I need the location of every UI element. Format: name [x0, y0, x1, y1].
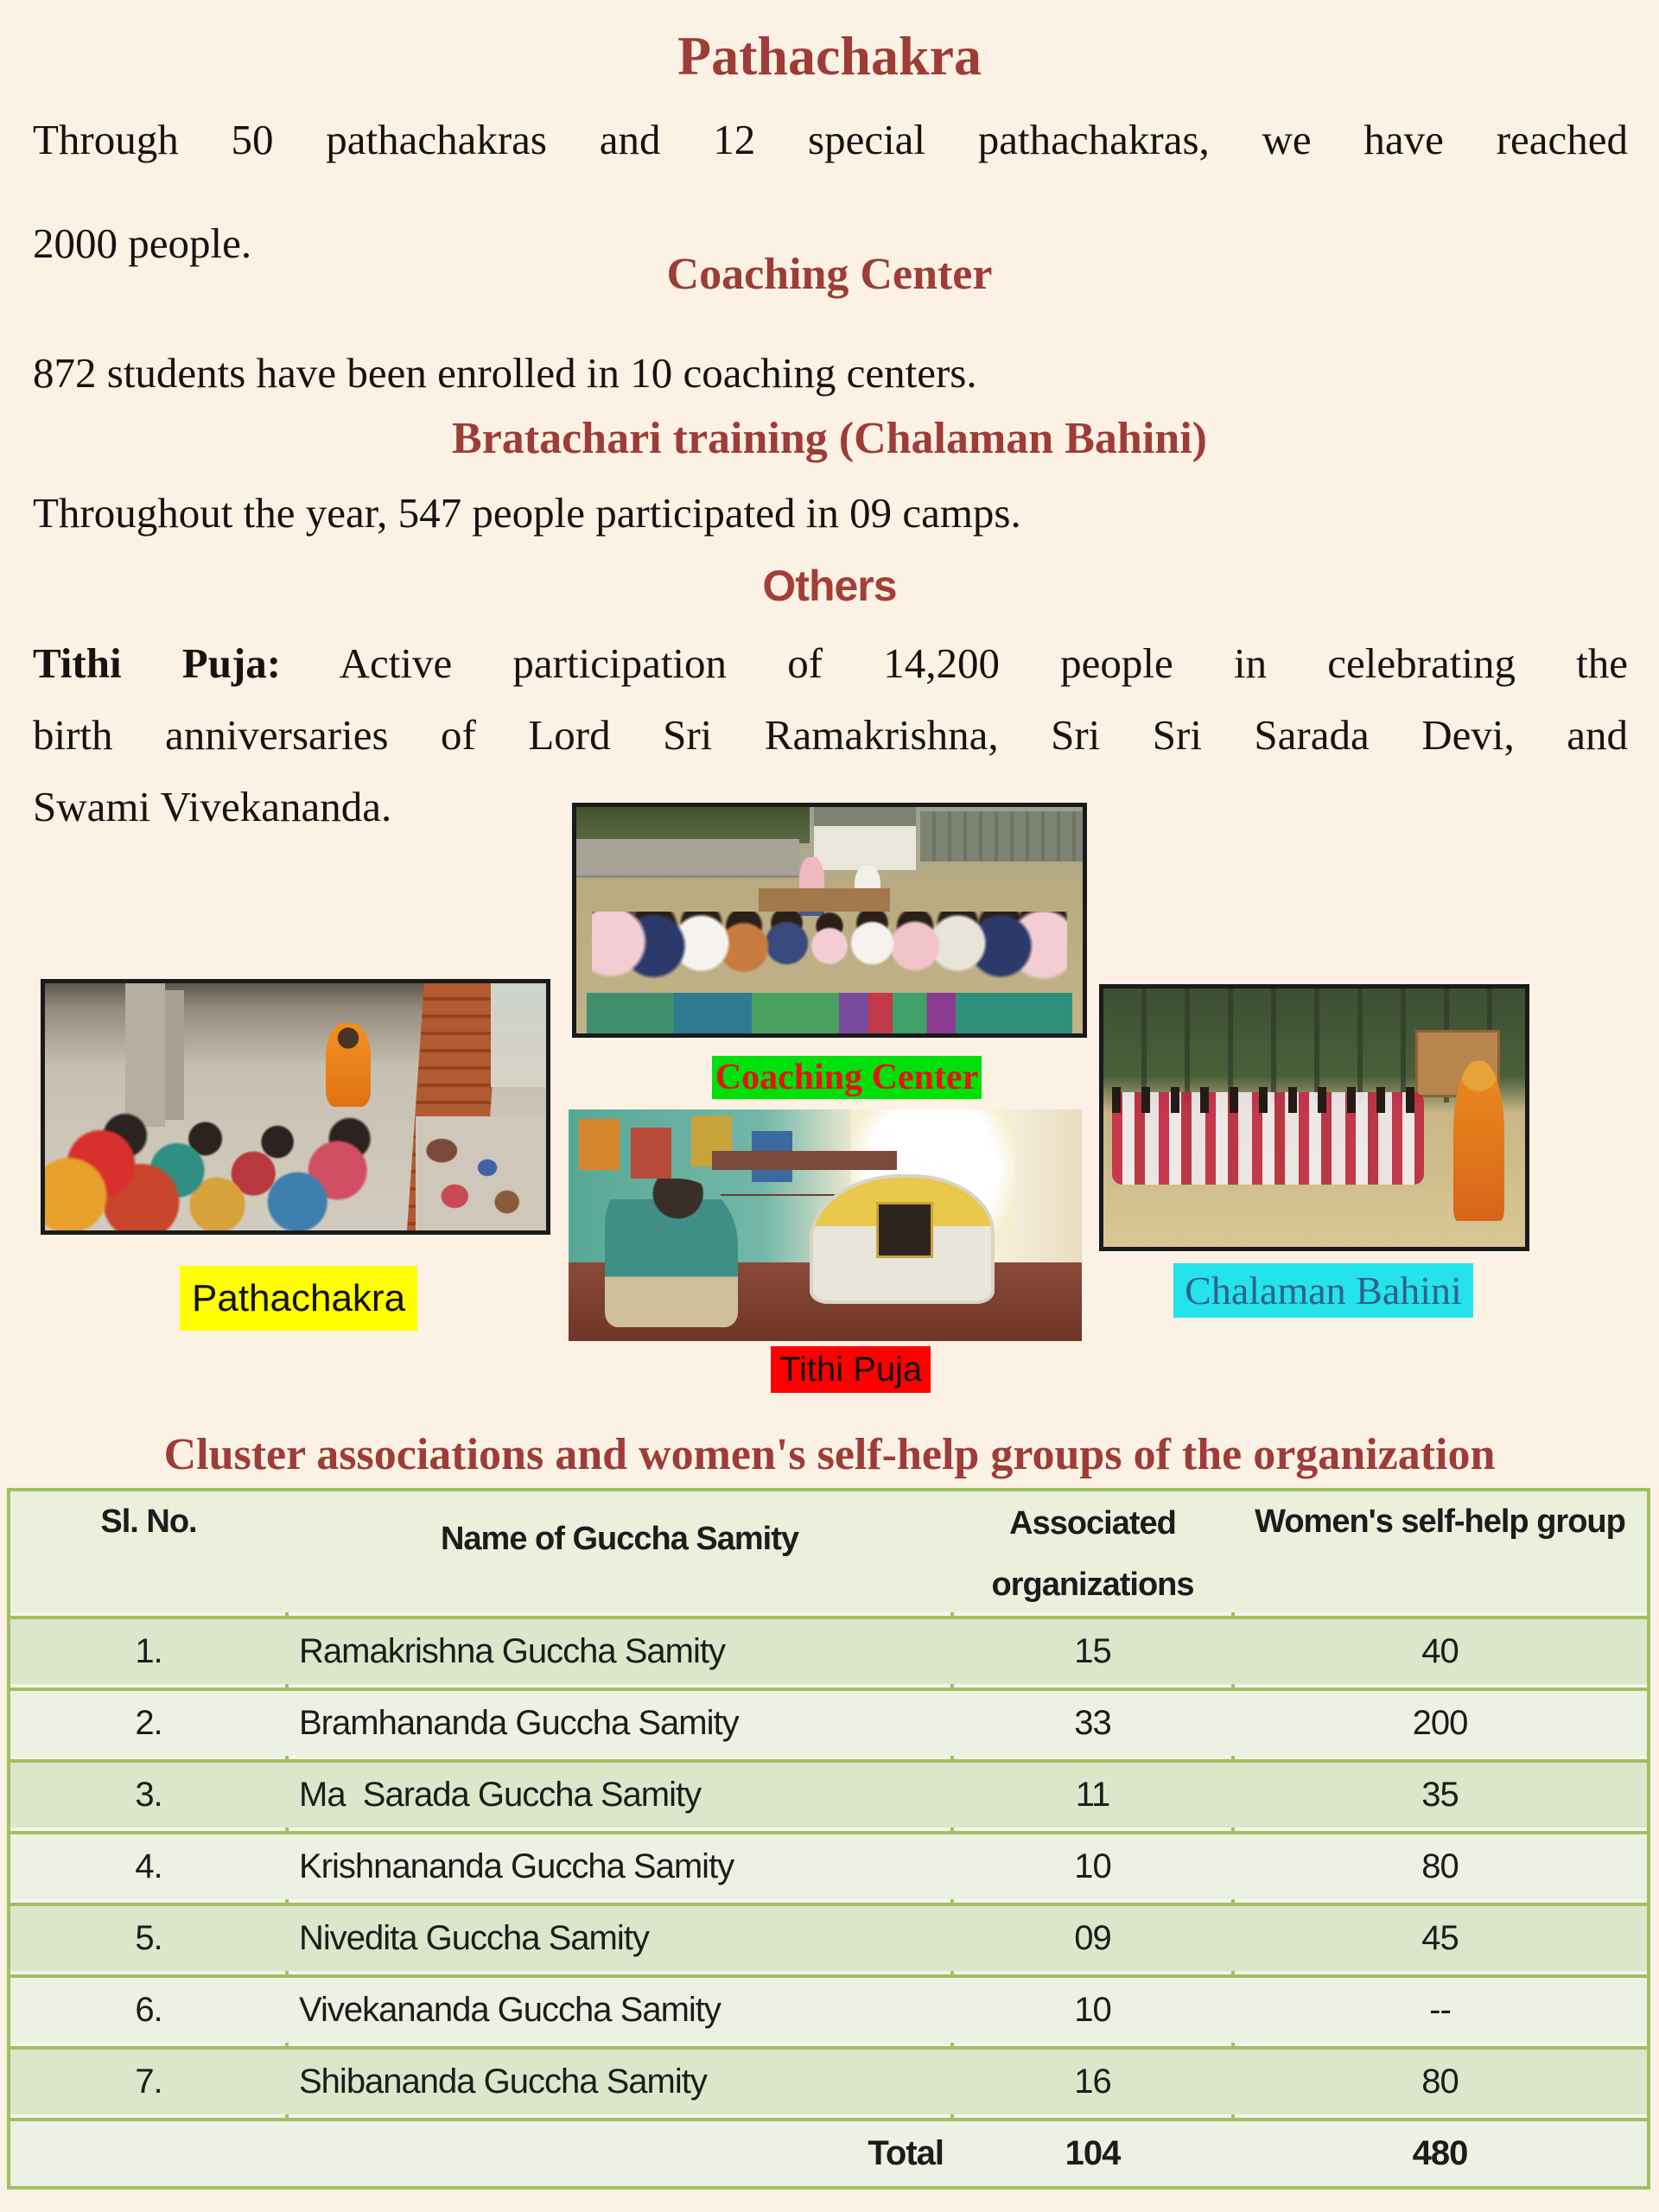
seated-crowd	[45, 1072, 446, 1230]
table-row	[10, 1903, 1647, 1971]
cell-sl-empty	[10, 2121, 287, 2186]
cell-shg: 80	[1421, 2063, 1459, 2101]
tithi-line2: birth anniversaries of Lord Sri Ramakrishna, Sri Sri Sarada Devi, and	[33, 711, 1628, 759]
cell-assoc: 15	[1074, 1632, 1111, 1670]
building	[814, 807, 915, 870]
cell-shg: 35	[1421, 1776, 1459, 1814]
cell-shg: 45	[1421, 1919, 1459, 1957]
wooden-table	[712, 1151, 897, 1169]
cell-assoc: 10	[1074, 1847, 1111, 1885]
worshipper-figure	[605, 1179, 738, 1327]
caption-chalaman-bahini: Chalaman Bahini	[1173, 1263, 1473, 1318]
bench	[759, 888, 890, 911]
table-header-row	[10, 1491, 1647, 1612]
cell-sl: 6.	[135, 1991, 162, 2029]
wall-posters	[579, 1119, 620, 1170]
table-row	[10, 1759, 1647, 1827]
cell-sl: 2.	[135, 1704, 162, 1742]
table-row	[10, 1688, 1647, 1756]
column-header-sl-no: Sl. No.	[100, 1503, 197, 1540]
table-row	[10, 1974, 1647, 2043]
table-heading: Cluster associations and women's self-help groups of the organization	[163, 1430, 1496, 1479]
cell-assoc: 33	[1074, 1704, 1111, 1742]
cell-name: Ramakrishna Guccha Samity	[299, 1632, 725, 1670]
tithi-line3: Swami Vivekananda.	[33, 783, 392, 830]
table-row	[10, 1616, 1647, 1684]
cell-name: Shibananda Guccha Samity	[299, 2063, 707, 2101]
heading-bratachari: Bratachari training (Chalaman Bahini)	[452, 414, 1207, 463]
cell-shg: 80	[1421, 1847, 1459, 1885]
column-header-shg: Women's self-help group	[1255, 1503, 1625, 1540]
scattered-sandals	[416, 1116, 546, 1230]
boundary-wall	[576, 839, 799, 878]
cell-total-label: Total	[868, 2134, 944, 2172]
cell-assoc: 09	[1074, 1919, 1111, 1957]
stone-wall	[920, 811, 1083, 861]
tithi-puja-worship-photo	[569, 1109, 1082, 1341]
cell-name: Ma Sarada Guccha Samity	[299, 1776, 702, 1814]
road-glimpse	[491, 983, 546, 1087]
cell-sl: 3.	[135, 1776, 162, 1814]
page-title: Pathachakra	[677, 25, 982, 86]
caption-pathachakra: Pathachakra	[180, 1266, 417, 1331]
heading-coaching-center: Coaching Center	[666, 250, 993, 299]
caption-tithi-puja: Tithi Puja	[771, 1346, 931, 1393]
cell-sl: 4.	[135, 1847, 162, 1885]
cell-sl: 5.	[135, 1919, 162, 1957]
paragraph-pathachakra-line2: 2000 people.	[33, 219, 252, 267]
table-row	[10, 1831, 1647, 1899]
tithi-label: Tithi Puja:	[33, 639, 282, 687]
caption-coaching-center: Coaching Center	[712, 1056, 982, 1099]
cell-total-shg: 480	[1412, 2134, 1468, 2172]
cell-shg: 40	[1421, 1632, 1459, 1670]
cell-assoc: 10	[1074, 1991, 1111, 2029]
associated-line2: organizations	[991, 1567, 1194, 1603]
cluster-table	[7, 1488, 1650, 2190]
tithi-line1: Tithi Puja: Active participation of 14,200 people in celebrating the	[33, 639, 1628, 687]
monk-instructor	[1453, 1061, 1504, 1221]
cell-assoc: 16	[1074, 2063, 1111, 2101]
cell-name: Bramhananda Guccha Samity	[299, 1704, 739, 1742]
coaching-center-class-photo	[572, 803, 1087, 1038]
paragraph-pathachakra-line1: Through 50 pathachakras and 12 special pathachakras, we have reached	[33, 116, 1628, 163]
cell-assoc: 11	[1075, 1776, 1110, 1814]
cell-shg: 200	[1412, 1704, 1468, 1742]
paragraph-students: 872 students have been enrolled in 10 coaching centers.	[33, 349, 977, 397]
dancers-heads	[1112, 1087, 1424, 1113]
cell-sl: 1.	[135, 1632, 162, 1670]
cell-total-assoc: 104	[1065, 2134, 1121, 2172]
table-row	[10, 2046, 1647, 2114]
associated-line1: Associated	[1009, 1505, 1176, 1541]
cell-name: Krishnananda Guccha Samity	[299, 1847, 734, 1885]
trees	[576, 807, 810, 843]
cell-shg: --	[1429, 1991, 1451, 2029]
cell-sl: 7.	[135, 2063, 162, 2101]
table-total-row	[10, 2118, 1647, 2186]
paragraph-camps: Throughout the year, 547 people participated in 09 camps.	[33, 489, 1021, 537]
pathachakra-meeting-photo	[41, 979, 550, 1235]
children-row	[592, 912, 1068, 984]
deity-picture	[876, 1202, 932, 1258]
heading-others: Others	[762, 562, 897, 610]
cell-name: Vivekananda Guccha Samity	[299, 1991, 721, 2029]
column-header-associated	[952, 1491, 1233, 1612]
mats	[587, 993, 1073, 1033]
cell-name: Nivedita Guccha Samity	[299, 1919, 649, 1957]
column-header-name: Name of Guccha Samity	[440, 1521, 799, 1557]
chalaman-bahini-drill-photo	[1099, 984, 1529, 1251]
